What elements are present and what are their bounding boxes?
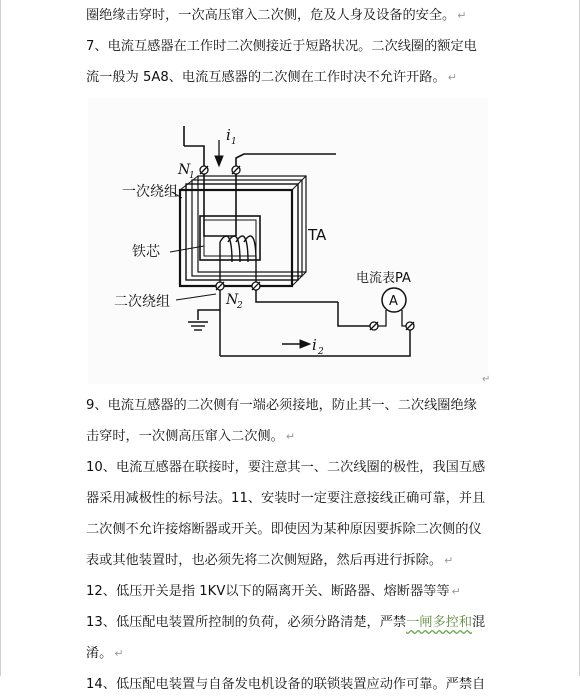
paragraph-mark: ↵ bbox=[482, 374, 490, 385]
paragraph-10-line-1[interactable]: 10、电流互感器在联接时，要注意其一、二次线圈的极性，我国互感 bbox=[86, 460, 486, 475]
label-n1-sub: 1 bbox=[189, 171, 195, 181]
paragraph-7-line-1[interactable]: 7、电流互感器在工作时二次侧接近于短路状况。二次线圈的额定电 bbox=[86, 39, 477, 54]
paragraph-mark: ↵ bbox=[444, 554, 454, 567]
paragraph-12[interactable]: 12、低压开关是指 1KV以下的隔离开关、断路器、熔断器等等 ↵ bbox=[86, 584, 461, 599]
label-i2-sub: 2 bbox=[318, 347, 324, 357]
paragraph-13-line-1[interactable]: 13、低压配电装置所控制的负荷，必须分路清楚，严禁一闸多控和混 bbox=[86, 615, 486, 630]
grammar-underline: 一闸多控和 bbox=[406, 615, 473, 630]
paragraph-10-line-2[interactable]: 器采用减极性的标号法。11、安装时一定要注意接线正确可靠，并且 bbox=[86, 491, 486, 506]
document-page bbox=[86, 0, 496, 700]
paragraph-10-line-3[interactable]: 二次侧不允许接熔断器或开关。即使因为某种原因要拆除二次侧的仪 bbox=[86, 522, 482, 537]
label-i2: i bbox=[312, 336, 317, 354]
page-edge-left bbox=[0, 0, 1, 676]
diagram-svg bbox=[86, 96, 490, 386]
label-ammeter: 电流表PA bbox=[356, 271, 411, 286]
ammeter-symbol: A bbox=[389, 294, 398, 309]
label-primary-winding: 一次绕组 bbox=[122, 184, 178, 200]
paragraph-mark: ↵ bbox=[451, 585, 461, 598]
paragraph-mark: ↵ bbox=[447, 71, 457, 84]
paragraph-mark: ↵ bbox=[285, 430, 296, 443]
paragraph-9-line-2[interactable]: 击穿时，一次侧高压窜入二次侧。 ↵ bbox=[86, 429, 296, 444]
label-ta: TA bbox=[308, 226, 327, 244]
paragraph-9-line-1[interactable]: 9、电流互感器的二次侧有一端必须接地，防止其一、二次线圈绝缘 bbox=[86, 398, 477, 413]
paragraph-mark: ↵ bbox=[114, 647, 124, 660]
figure-background bbox=[88, 98, 488, 384]
paragraph-7-line-2[interactable]: 流一般为 5A8、电流互感器的二次侧在工作时决不允许开路。 ↵ bbox=[86, 70, 457, 85]
paragraph-mark: ↵ bbox=[457, 9, 467, 22]
paragraph-continuation[interactable]: 圈绝缘击穿时，一次高压窜入二次侧，危及人身及设备的安全。 ↵ bbox=[86, 8, 467, 23]
label-n2: N bbox=[226, 292, 239, 308]
label-i1: i bbox=[226, 126, 231, 144]
label-core: 铁芯 bbox=[132, 244, 160, 260]
paragraph-10-line-4[interactable]: 表或其他装置时，也必须先将二次侧短路，然后再进行拆除。 ↵ bbox=[86, 553, 454, 568]
label-i1-sub: 1 bbox=[231, 137, 237, 147]
current-transformer-diagram[interactable] bbox=[86, 96, 490, 386]
paragraph-14-line-1[interactable]: 14、低压配电装置与自备发电机设备的联锁装置应动作可靠。严禁自 bbox=[86, 677, 486, 692]
label-n1: N bbox=[178, 162, 191, 178]
label-n2-sub: 2 bbox=[237, 301, 243, 311]
label-secondary-winding: 二次绕组 bbox=[114, 294, 170, 310]
paragraph-13-line-2[interactable]: 淆。 ↵ bbox=[86, 646, 124, 661]
